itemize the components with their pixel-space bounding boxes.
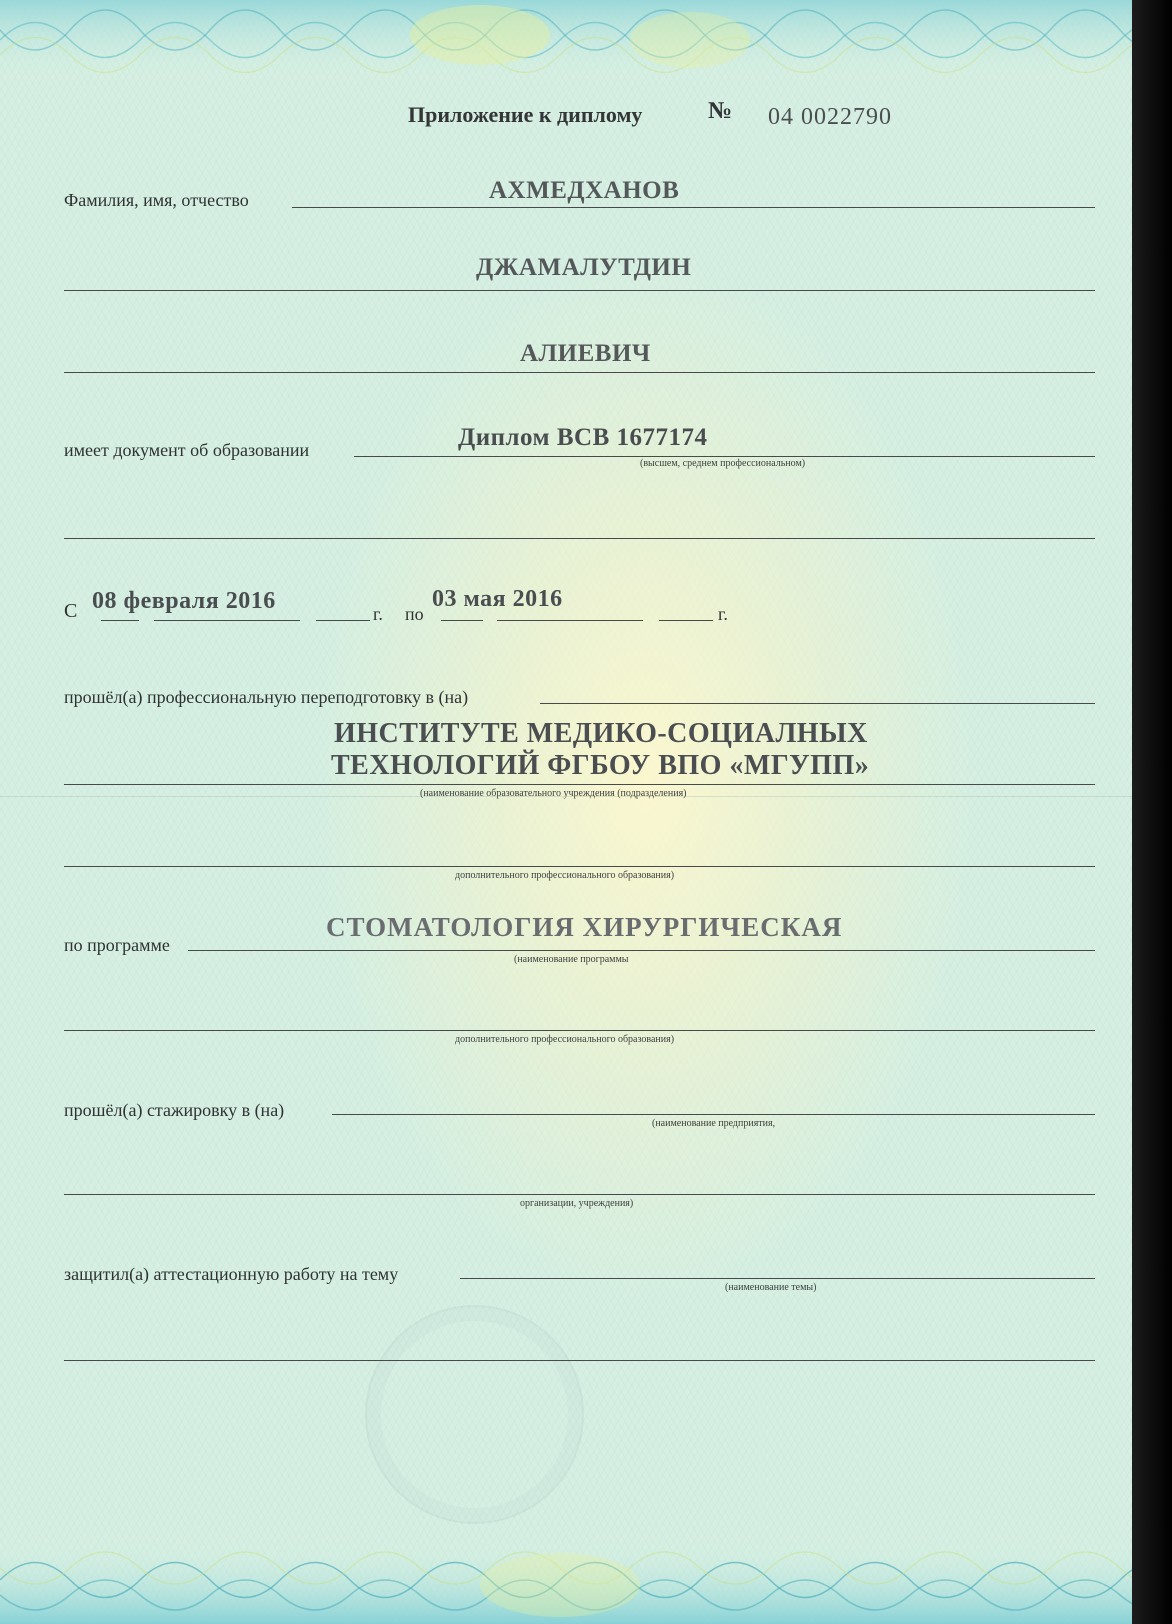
institution-underline-2 <box>64 866 1095 867</box>
period-to-label: по <box>405 604 424 624</box>
name-value: ДЖАМАЛУТДИН <box>476 254 692 281</box>
thesis-label: защитил(а) аттестационную работу на тему <box>64 1264 399 1284</box>
program-label: по программе <box>64 935 170 955</box>
year-suffix-2: г. <box>718 604 728 624</box>
fio-underline-3 <box>64 372 1095 373</box>
bottom-guilloche-ornament <box>0 1540 1132 1624</box>
institution-caption-2: дополнительного профессионального образования) <box>455 870 675 881</box>
program-underline-2 <box>64 1030 1095 1031</box>
internship-caption-2: организации, учреждения) <box>520 1198 634 1209</box>
program-underline <box>188 950 1095 951</box>
education-value: Диплом ВСВ 1677174 <box>458 424 708 451</box>
to-day-line <box>441 620 483 621</box>
fio-underline-1 <box>292 207 1095 208</box>
internship-caption: (наименование предприятия, <box>652 1118 776 1129</box>
from-year-line <box>316 620 370 621</box>
fio-underline-2 <box>64 290 1095 291</box>
from-day-line <box>101 620 139 621</box>
education-caption: (высшем, среднем профессиональном) <box>640 458 806 469</box>
year-suffix-1: г. <box>373 604 383 624</box>
internship-label: прошёл(а) стажировку в (на) <box>64 1100 285 1120</box>
diploma-serial-number: 04 0022790 <box>768 104 892 130</box>
institution-line-1: ИНСТИТУТЕ МЕДИКО-СОЦИАЛНЫХ <box>334 718 868 749</box>
internship-underline-2 <box>64 1194 1095 1195</box>
from-month-line <box>154 620 300 621</box>
internship-underline <box>332 1114 1095 1115</box>
top-guilloche-ornament <box>0 0 1132 80</box>
to-year-line <box>659 620 713 621</box>
education-underline-2 <box>64 538 1095 539</box>
program-caption: (наименование программы <box>514 954 629 965</box>
period-to-value: 03 мая 2016 <box>432 586 563 612</box>
period-from-value: 08 февраля 2016 <box>92 588 276 614</box>
patronymic-value: АЛИЕВИЧ <box>520 340 651 367</box>
scan-edge-shadow <box>1132 0 1172 1624</box>
document-title: Приложение к диплому <box>408 102 643 127</box>
surname-value: АХМЕДХАНОВ <box>489 177 680 204</box>
program-caption-2: дополнительного профессионального образования) <box>455 1034 675 1045</box>
period-from-label: С <box>64 600 78 622</box>
thesis-underline-2 <box>64 1360 1095 1361</box>
education-label: имеет документ об образовании <box>64 440 310 460</box>
retraining-label: прошёл(а) профессиональную переподготовку в (на) <box>64 687 469 707</box>
institution-line-2: ТЕХНОЛОГИЙ ФГБОУ ВПО «МГУПП» <box>331 750 870 781</box>
thesis-caption: (наименование темы) <box>725 1282 817 1293</box>
thesis-underline <box>460 1278 1095 1279</box>
faint-seal-stamp <box>365 1305 584 1524</box>
education-underline <box>354 456 1095 457</box>
program-value: СТОМАТОЛОГИЯ ХИРУРГИЧЕСКАЯ <box>326 912 843 942</box>
fio-label: Фамилия, имя, отчество <box>64 190 249 210</box>
institution-caption: (наименование образовательного учреждения (подразделения) <box>420 788 687 799</box>
number-sign: № <box>708 98 733 124</box>
retraining-underline <box>540 703 1095 704</box>
to-month-line <box>497 620 643 621</box>
institution-underline <box>64 784 1095 785</box>
